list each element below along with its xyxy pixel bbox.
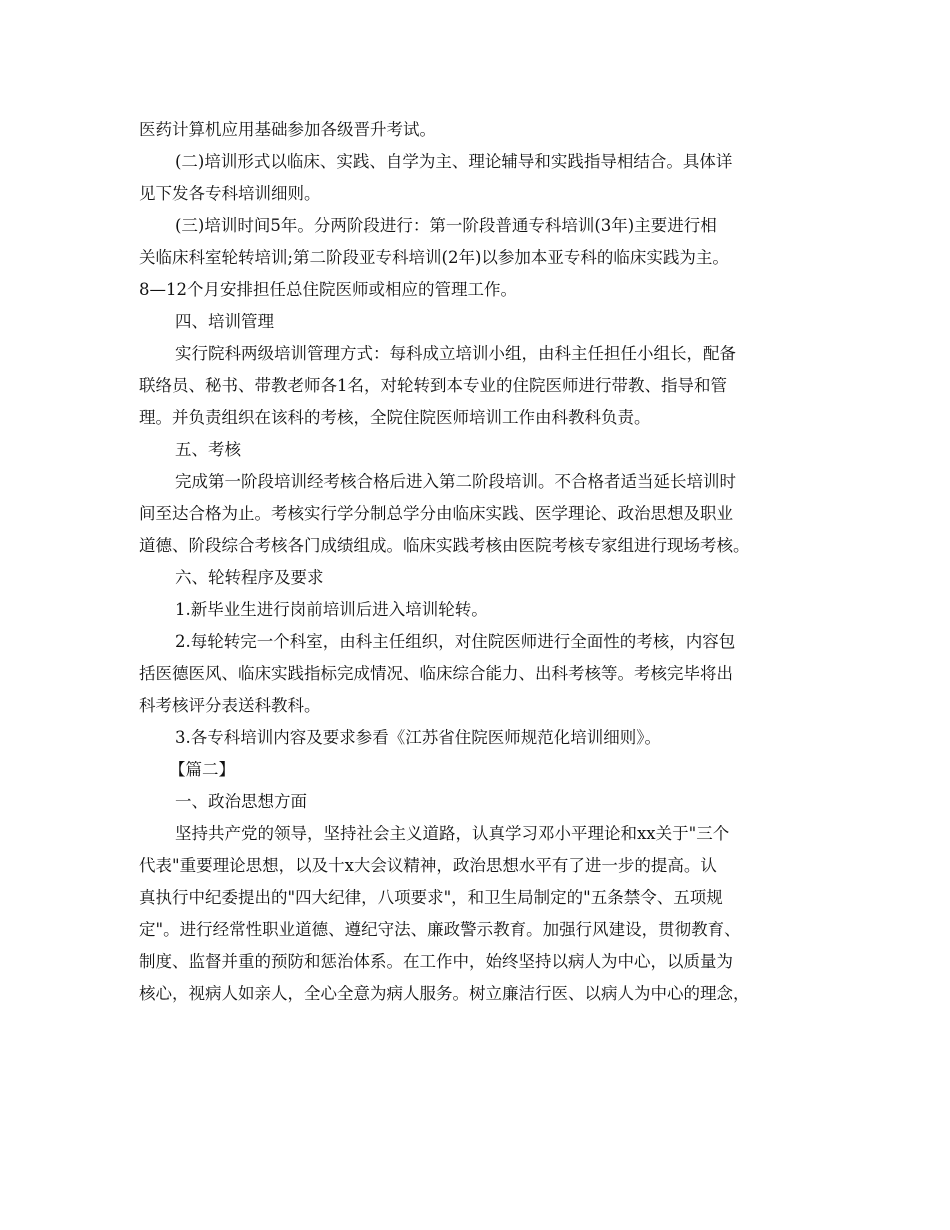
section-heading: 六、轮转程序及要求	[175, 568, 324, 587]
section-heading: 五、考核	[175, 440, 241, 459]
text-line: 完成第一阶段培训经考核合格后进入第二阶段培训。不合格者适当延长培训时	[175, 472, 736, 491]
text-line: 定"。进行经常性职业道德、遵纪守法、廉政警示教育。加强行风建设，贯彻教育、	[139, 920, 741, 939]
text-line: 8—12个月安排担任总住院医师或相应的管理工作。	[139, 280, 517, 299]
text-line: (三)培训时间5年。分两阶段进行：第一阶段普通专科培训(3年)主要进行相	[175, 216, 717, 235]
text-line: 2.每轮转完一个科室，由科主任组织，对住院医师进行全面性的考核，内容包	[175, 632, 736, 651]
text-line: 关临床科室轮转培训;第二阶段亚专科培训(2年)以参加本亚专科的临床实践为主。	[139, 248, 729, 267]
text-line: 见下发各专科培训细则。	[139, 184, 321, 203]
text-line: 道德、阶段综合考核各门成绩组成。临床实践考核由医院考核专家组进行现场考核。	[139, 536, 750, 555]
text-line: 医药计算机应用基础参加各级晋升考试。	[139, 120, 436, 139]
text-line: 括医德医风、临床实践指标完成情况、临床综合能力、出科考核等。考核完毕将出	[139, 664, 733, 683]
text-line: 真执行中纪委提出的"四大纪律，八项要求"，和卫生局制定的"五条禁令、五项规	[139, 888, 723, 907]
text-line: (二)培训形式以临床、实践、自学为主、理论辅导和实践指导相结合。具体详	[175, 152, 733, 171]
text-line: 制度、监督并重的预防和惩治体系。在工作中，始终坚持以病人为中心，以质量为	[139, 952, 733, 971]
text-line: 代表"重要理论思想，以及十x大会议精神，政治思想水平有了进一步的提高。认	[139, 856, 717, 875]
text-line: 3.各专科培训内容及要求参看《江苏省住院医师规范化培训细则》。	[175, 728, 661, 747]
part-heading: 【篇二】	[169, 760, 235, 779]
text-line: 实行院科两级培训管理方式：每科成立培训小组，由科主任担任小组长，配备	[175, 344, 736, 363]
text-line: 理。并负责组织在该科的考核，全院住院医师培训工作由科教科负责。	[139, 408, 651, 427]
text-line: 科考核评分表送科教科。	[139, 696, 321, 715]
text-line: 核心，视病人如亲人，全心全意为病人服务。树立廉洁行医、以病人为中心的理念，	[139, 984, 750, 1003]
text-line: 联络员、秘书、带教老师各1名，对轮转到本专业的住院医师进行带教、指导和管	[139, 376, 727, 395]
section-heading: 一、政治思想方面	[175, 792, 307, 811]
text-line: 间至达合格为止。考核实行学分制总学分由临床实践、医学理论、政治思想及职业	[139, 504, 733, 523]
section-heading: 四、培训管理	[175, 312, 274, 331]
text-line: 1.新毕业生进行岗前培训后进入培训轮转。	[175, 600, 488, 619]
document-page	[139, 114, 829, 1010]
text-line: 坚持共产党的领导，坚持社会主义道路，认真学习邓小平理论和xx关于"三个	[175, 824, 730, 843]
